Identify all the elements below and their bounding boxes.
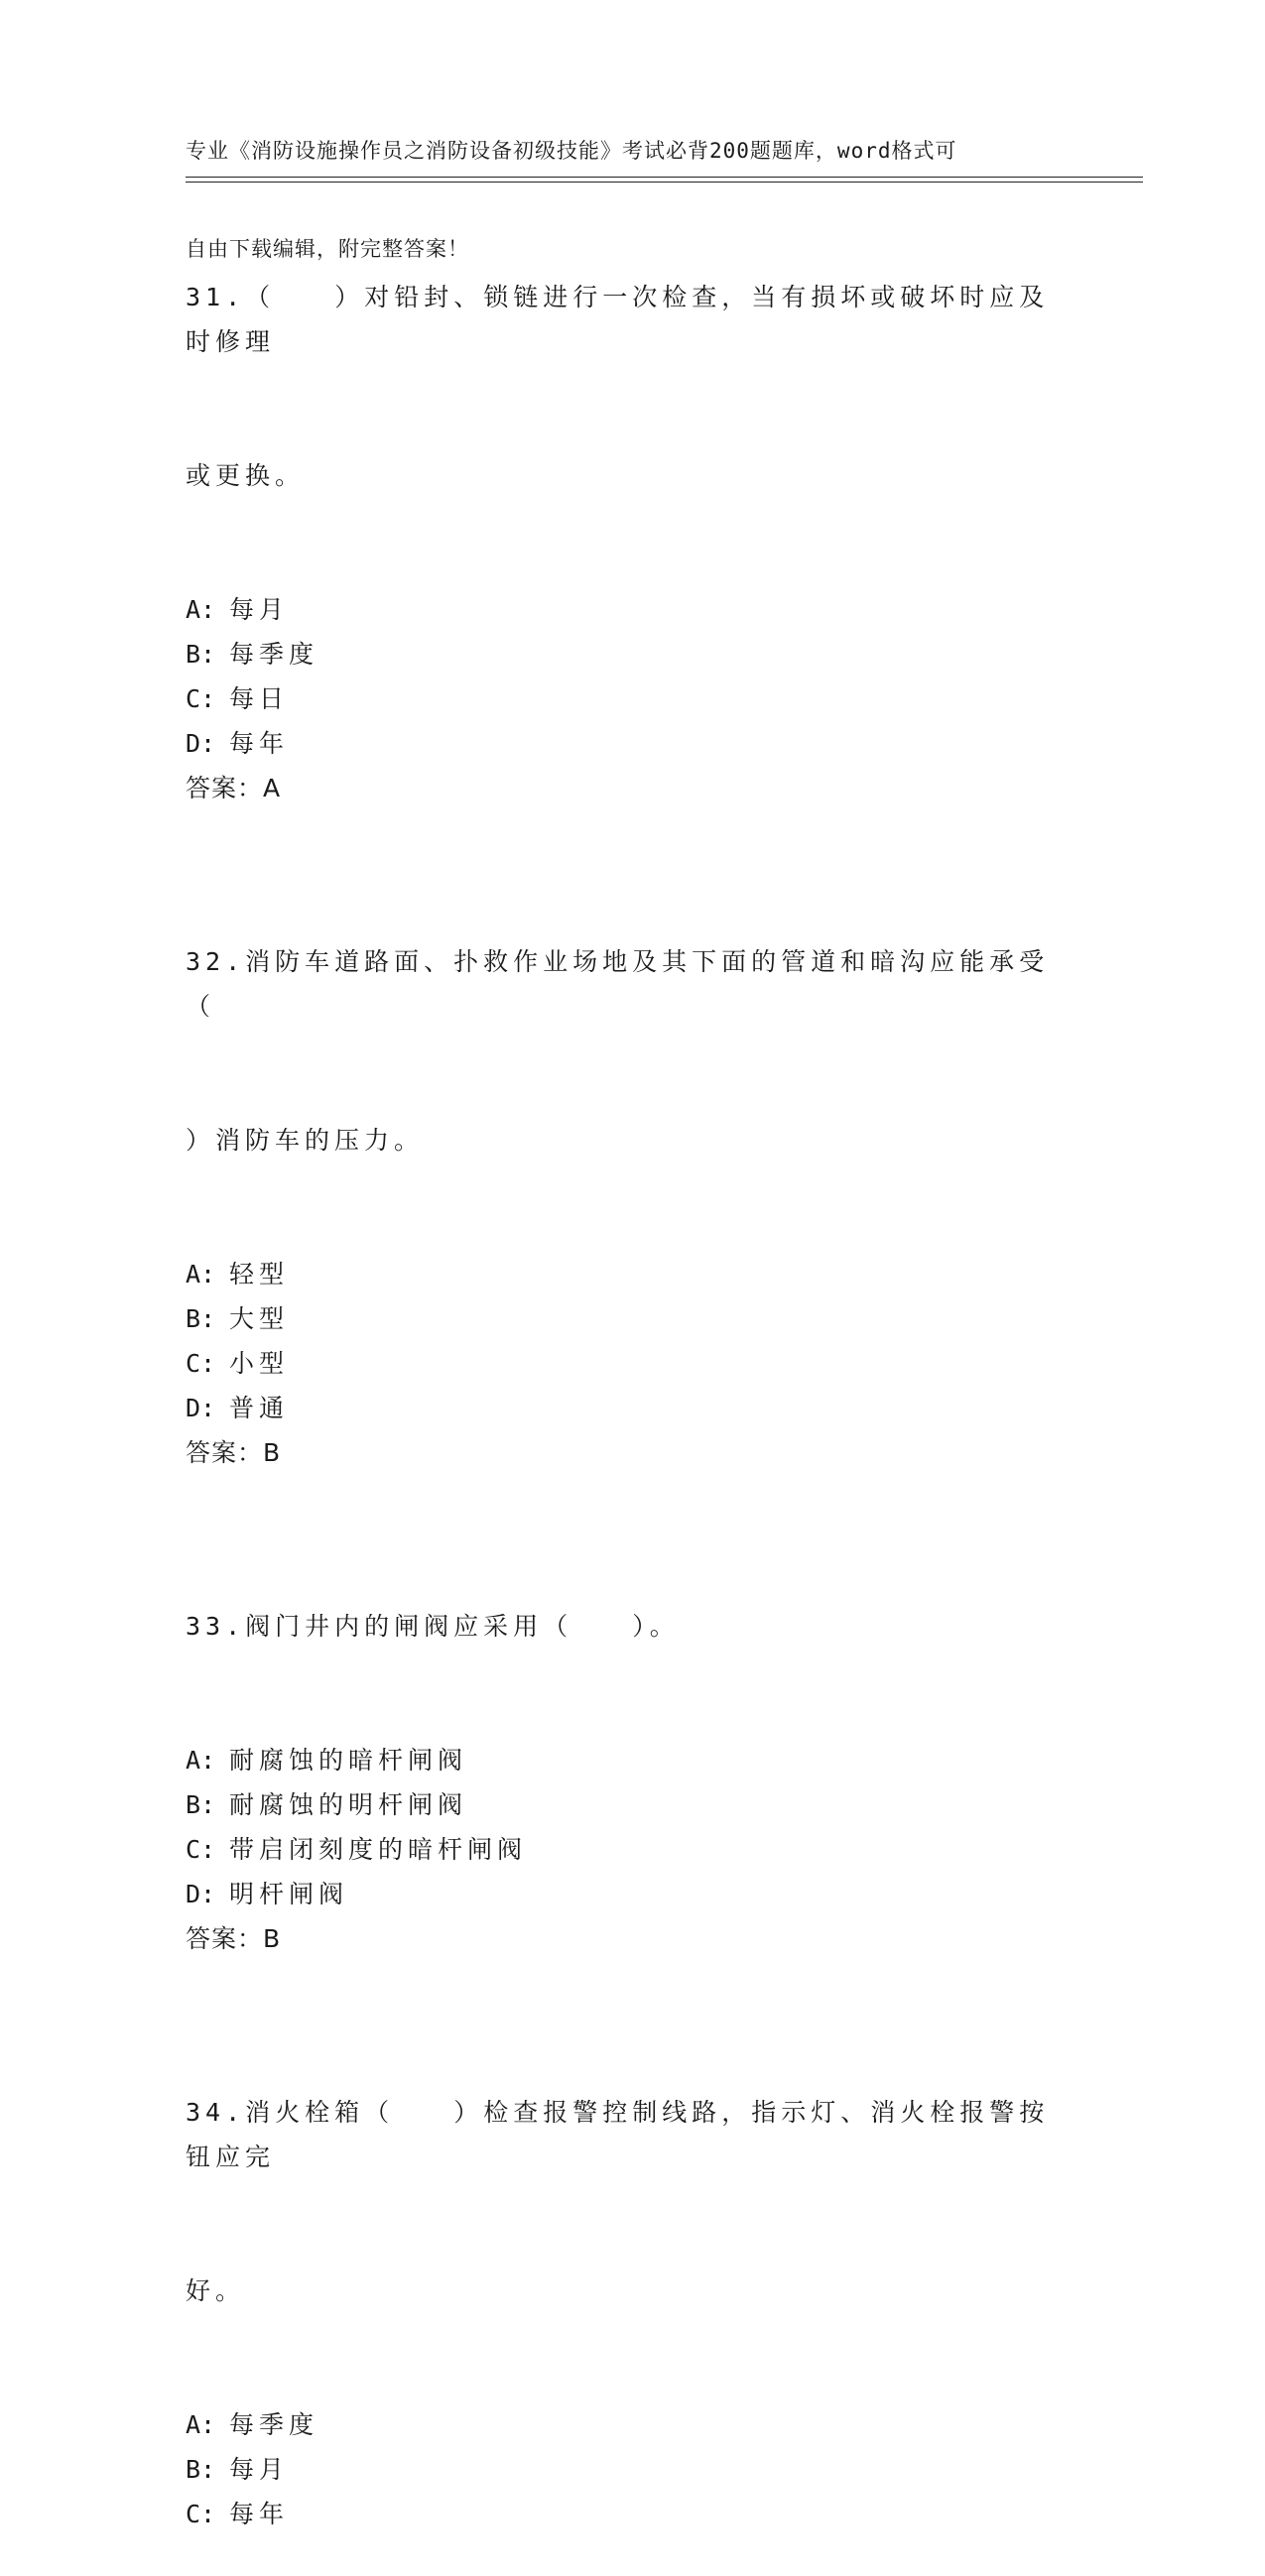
option-prefix: A: xyxy=(186,2410,216,2439)
option-text: 每月 xyxy=(229,595,290,624)
option-a xyxy=(186,1738,1078,1782)
option-prefix: A: xyxy=(186,1746,216,1775)
question-34 xyxy=(186,2001,1078,2536)
answer-label: 答案：B xyxy=(186,1924,282,1953)
question-stem xyxy=(186,850,1069,1252)
option-text: 小型 xyxy=(229,1349,290,1378)
option-text: 耐腐蚀的明杆闸阀 xyxy=(229,1790,468,1819)
option-prefix: C: xyxy=(186,2500,216,2528)
option-prefix: B: xyxy=(186,1790,216,1819)
option-prefix: A: xyxy=(186,595,216,624)
header-divider-bottom xyxy=(186,182,1143,183)
option-text: 每季度 xyxy=(229,640,319,669)
question-stem xyxy=(186,2001,1069,2402)
option-c xyxy=(186,2492,1078,2536)
option-text: 普通 xyxy=(229,1394,290,1422)
option-text: 每月 xyxy=(229,2455,290,2484)
question-stem-line: 好。 xyxy=(186,2276,246,2305)
option-prefix: D: xyxy=(186,1880,216,1908)
question-stem-line: 或更换。 xyxy=(186,461,306,490)
header-line-1: 专业《消防设施操作员之消防设备初级技能》考试必背200题题库，word格式可 xyxy=(186,139,957,163)
option-text: 轻型 xyxy=(229,1260,290,1288)
question-list xyxy=(186,185,1078,2576)
question-stem-line: 32.消防车道路面、扑救作业场地及其下面的管道和暗沟应能承受（ xyxy=(186,947,1050,1021)
option-a xyxy=(186,2402,1078,2447)
question-stem xyxy=(186,1515,1069,1738)
option-d xyxy=(186,721,1078,766)
option-text: 明杆闸阀 xyxy=(229,1880,349,1908)
option-prefix: C: xyxy=(186,1349,216,1378)
option-prefix: C: xyxy=(186,684,216,713)
option-prefix: C: xyxy=(186,1835,216,1864)
question-33 xyxy=(186,1515,1078,1961)
question-stem xyxy=(186,185,1069,587)
option-d xyxy=(186,1872,1078,1916)
option-prefix: B: xyxy=(186,2455,216,2484)
question-stem-line: 31.（ ）对铅封、锁链进行一次检查，当有损坏或破坏时应及时修理 xyxy=(186,283,1050,356)
option-prefix: A: xyxy=(186,1260,216,1288)
option-b xyxy=(186,632,1078,676)
question-31 xyxy=(186,185,1078,810)
option-text: 每日 xyxy=(229,684,290,713)
option-a xyxy=(186,1252,1078,1296)
option-text: 每季度 xyxy=(229,2410,319,2439)
header-divider-top xyxy=(186,177,1143,178)
option-c xyxy=(186,1827,1078,1872)
option-text: 带启闭刻度的暗杆闸阀 xyxy=(229,1835,528,1864)
option-b xyxy=(186,1782,1078,1827)
question-stem-line: 34.消火栓箱（ ）检查报警控制线路，指示灯、消火栓报警按钮应完 xyxy=(186,2098,1050,2171)
option-text: 每年 xyxy=(229,729,290,758)
option-c xyxy=(186,1341,1078,1386)
question-stem-line: 33.阀门井内的闸阀应采用（ ）。 xyxy=(186,1612,680,1641)
option-prefix: D: xyxy=(186,729,216,758)
question-stem-line: ）消防车的压力。 xyxy=(186,1126,425,1155)
option-a xyxy=(186,587,1078,632)
answer-label: 答案：A xyxy=(186,774,282,802)
option-b xyxy=(186,1296,1078,1341)
answer-label: 答案：B xyxy=(186,1438,282,1467)
option-text: 大型 xyxy=(229,1304,290,1333)
header-line-2: 自由下载编辑，附完整答案！ xyxy=(186,237,469,261)
option-prefix: B: xyxy=(186,1304,216,1333)
option-c xyxy=(186,676,1078,721)
option-b xyxy=(186,2447,1078,2492)
option-text: 耐腐蚀的暗杆闸阀 xyxy=(229,1746,468,1775)
option-text: 每年 xyxy=(229,2500,290,2528)
question-32 xyxy=(186,850,1078,1475)
option-d xyxy=(186,1386,1078,1430)
option-prefix: B: xyxy=(186,640,216,669)
option-prefix: D: xyxy=(186,1394,216,1422)
